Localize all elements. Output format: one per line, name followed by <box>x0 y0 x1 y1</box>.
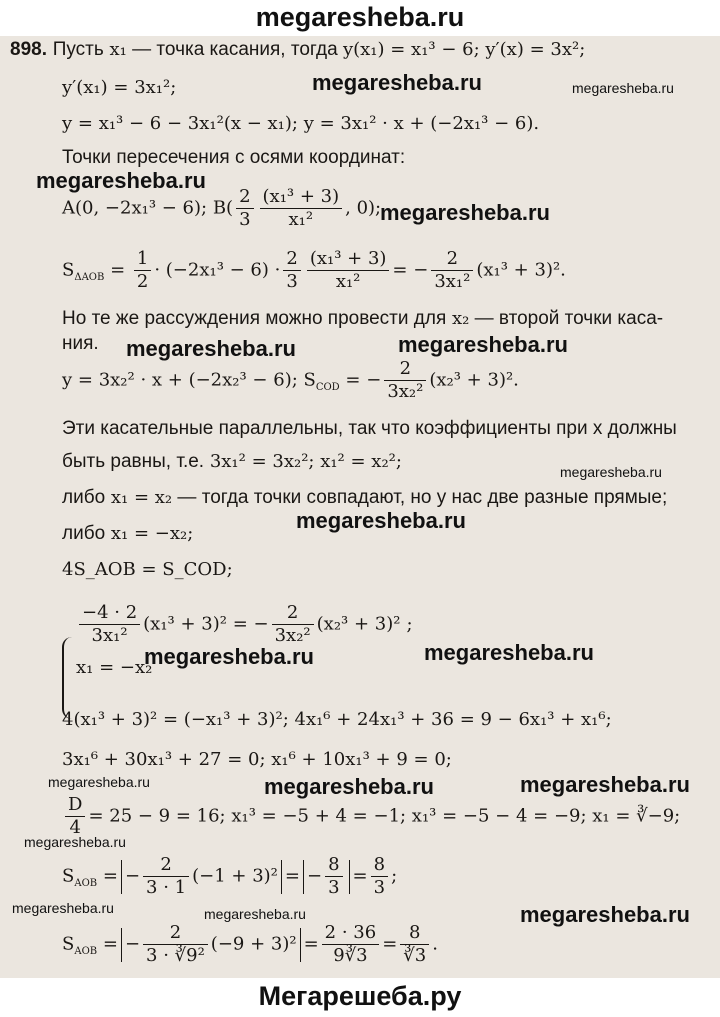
problem-line-13: либо x₁ = −x₂; <box>62 523 194 544</box>
watermark[interactable]: megaresheba.ru <box>296 508 466 533</box>
watermark[interactable]: megaresheba.ru <box>380 200 550 225</box>
problem-line-20: $S_{AOB}$ = − $\frac{2}{3 \cdot 1}$ (−1 + 3)² = − $\frac{8}{3}$ = $\frac{8}{3}$ ; <box>62 854 398 898</box>
watermark[interactable]: megaresheba.ru <box>398 332 568 357</box>
problem-line-14: 4S_AOB = S_COD; <box>62 559 233 580</box>
watermark[interactable]: megaresheba.ru <box>572 80 674 96</box>
problem-line-9: y = 3x₂² · x + (−2x₂³ − 6); $S_{COD}$ = − $\frac{2}{\text{3x₂²}}$ (x₂³ + 3)². <box>62 358 519 402</box>
problem-line-18: 3x₁⁶ + 30x₁³ + 27 = 0; x₁⁶ + 10x₁³ + 9 = 0; <box>62 749 452 770</box>
site-header[interactable]: megaresheba.ru <box>255 2 465 32</box>
watermark[interactable]: megaresheba.ru <box>36 168 206 193</box>
problem-line-17: 4(x₁³ + 3)² = (−x₁³ + 3)²; 4x₁⁶ + 24x₁³ + 36 = 9 − 6x₁³ + x₁⁶; <box>62 709 612 730</box>
watermark[interactable]: megaresheba.ru <box>424 640 594 665</box>
problem-line-7: Но те же рассуждения можно провести для x₂ — второй точки каса- <box>62 308 664 329</box>
system-brace <box>62 637 74 719</box>
problem-line-16: x₁ = −x₂ <box>76 657 153 678</box>
problem-line-19: $\frac{D}{4}$ = 25 − 9 = 16; x₁³ = −5 + 4 = −1; x₁³ = −5 − 4 = −9; x₁ = ∛−9; <box>62 794 680 839</box>
watermark[interactable]: megaresheba.ru <box>520 772 690 797</box>
watermark[interactable]: megaresheba.ru <box>24 834 126 850</box>
site-footer[interactable]: Мегарешеба.ру <box>258 981 462 1011</box>
watermark[interactable]: megaresheba.ru <box>520 902 690 927</box>
watermark[interactable]: megaresheba.ru <box>144 644 314 669</box>
problem-line-4: Точки пересечения с осями координат: <box>62 147 406 168</box>
watermark[interactable]: megaresheba.ru <box>264 774 434 799</box>
problem-line-21: $S_{AOB}$ = − $\frac{2}{\text{3 · ∛9²}}$ (−9 + 3)² = $\frac{2 \cdot 36}{9∛3}$ = $\frac{8}{∛3}$ . <box>62 922 438 966</box>
problem-line-11: быть равны, т.е. 3x₁² = 3x₂²; x₁² = x₂²; <box>62 451 402 472</box>
watermark[interactable]: megaresheba.ru <box>12 900 114 916</box>
problem-line-5: A(0, −2x₁³ − 6); B( $\frac{2}{3}$ $\frac{\text{(x₁³ + 3)}}{\text{x₁²}}$ , 0); <box>62 186 382 230</box>
problem-line-2: y′(x₁) = 3x₁²; <box>62 77 177 98</box>
watermark[interactable]: megaresheba.ru <box>48 774 150 790</box>
problem-line-12: либо x₁ = x₂ — тогда точки совпадают, но у нас две разные прямые; <box>62 487 668 508</box>
problem-line-8: ния. <box>62 333 99 354</box>
textbook-page <box>0 36 720 978</box>
problem-line-15: $\frac{-4 \cdot 2}{\text{3x₁²}}$ (x₁³ + 3)² = − $\frac{2}{\text{3x₂²}}$ (x₂³ + 3)² ; <box>76 602 413 647</box>
problem-line-3: y = x₁³ − 6 − 3x₁²(x − x₁); y = 3x₁² · x + (−2x₁³ − 6). <box>62 113 540 134</box>
problem-number: 898. <box>10 39 47 60</box>
watermark[interactable]: megaresheba.ru <box>204 906 306 922</box>
problem-line-10: Эти касательные параллельны, так что коэффициенты при x должны <box>62 418 677 439</box>
problem-line-6: $S_{\Delta AOB}$ = $\frac{1}{2}$ · (−2x₁³ − 6) · $\frac{2}{3}$ $\frac{\text{(x₁³ + 3)}}{\text{x₁²}}$ = − $\frac{2}{\text{3x₁²}}$ (x₁³ + 3)². <box>62 248 566 292</box>
watermark[interactable]: megaresheba.ru <box>126 336 296 361</box>
problem-line-1: 898. Пусть x₁ — точка касания, тогда y(x₁) = x₁³ − 6; y′(x) = 3x²; <box>10 39 586 60</box>
watermark[interactable]: megaresheba.ru <box>312 70 482 95</box>
watermark[interactable]: megaresheba.ru <box>560 464 662 480</box>
